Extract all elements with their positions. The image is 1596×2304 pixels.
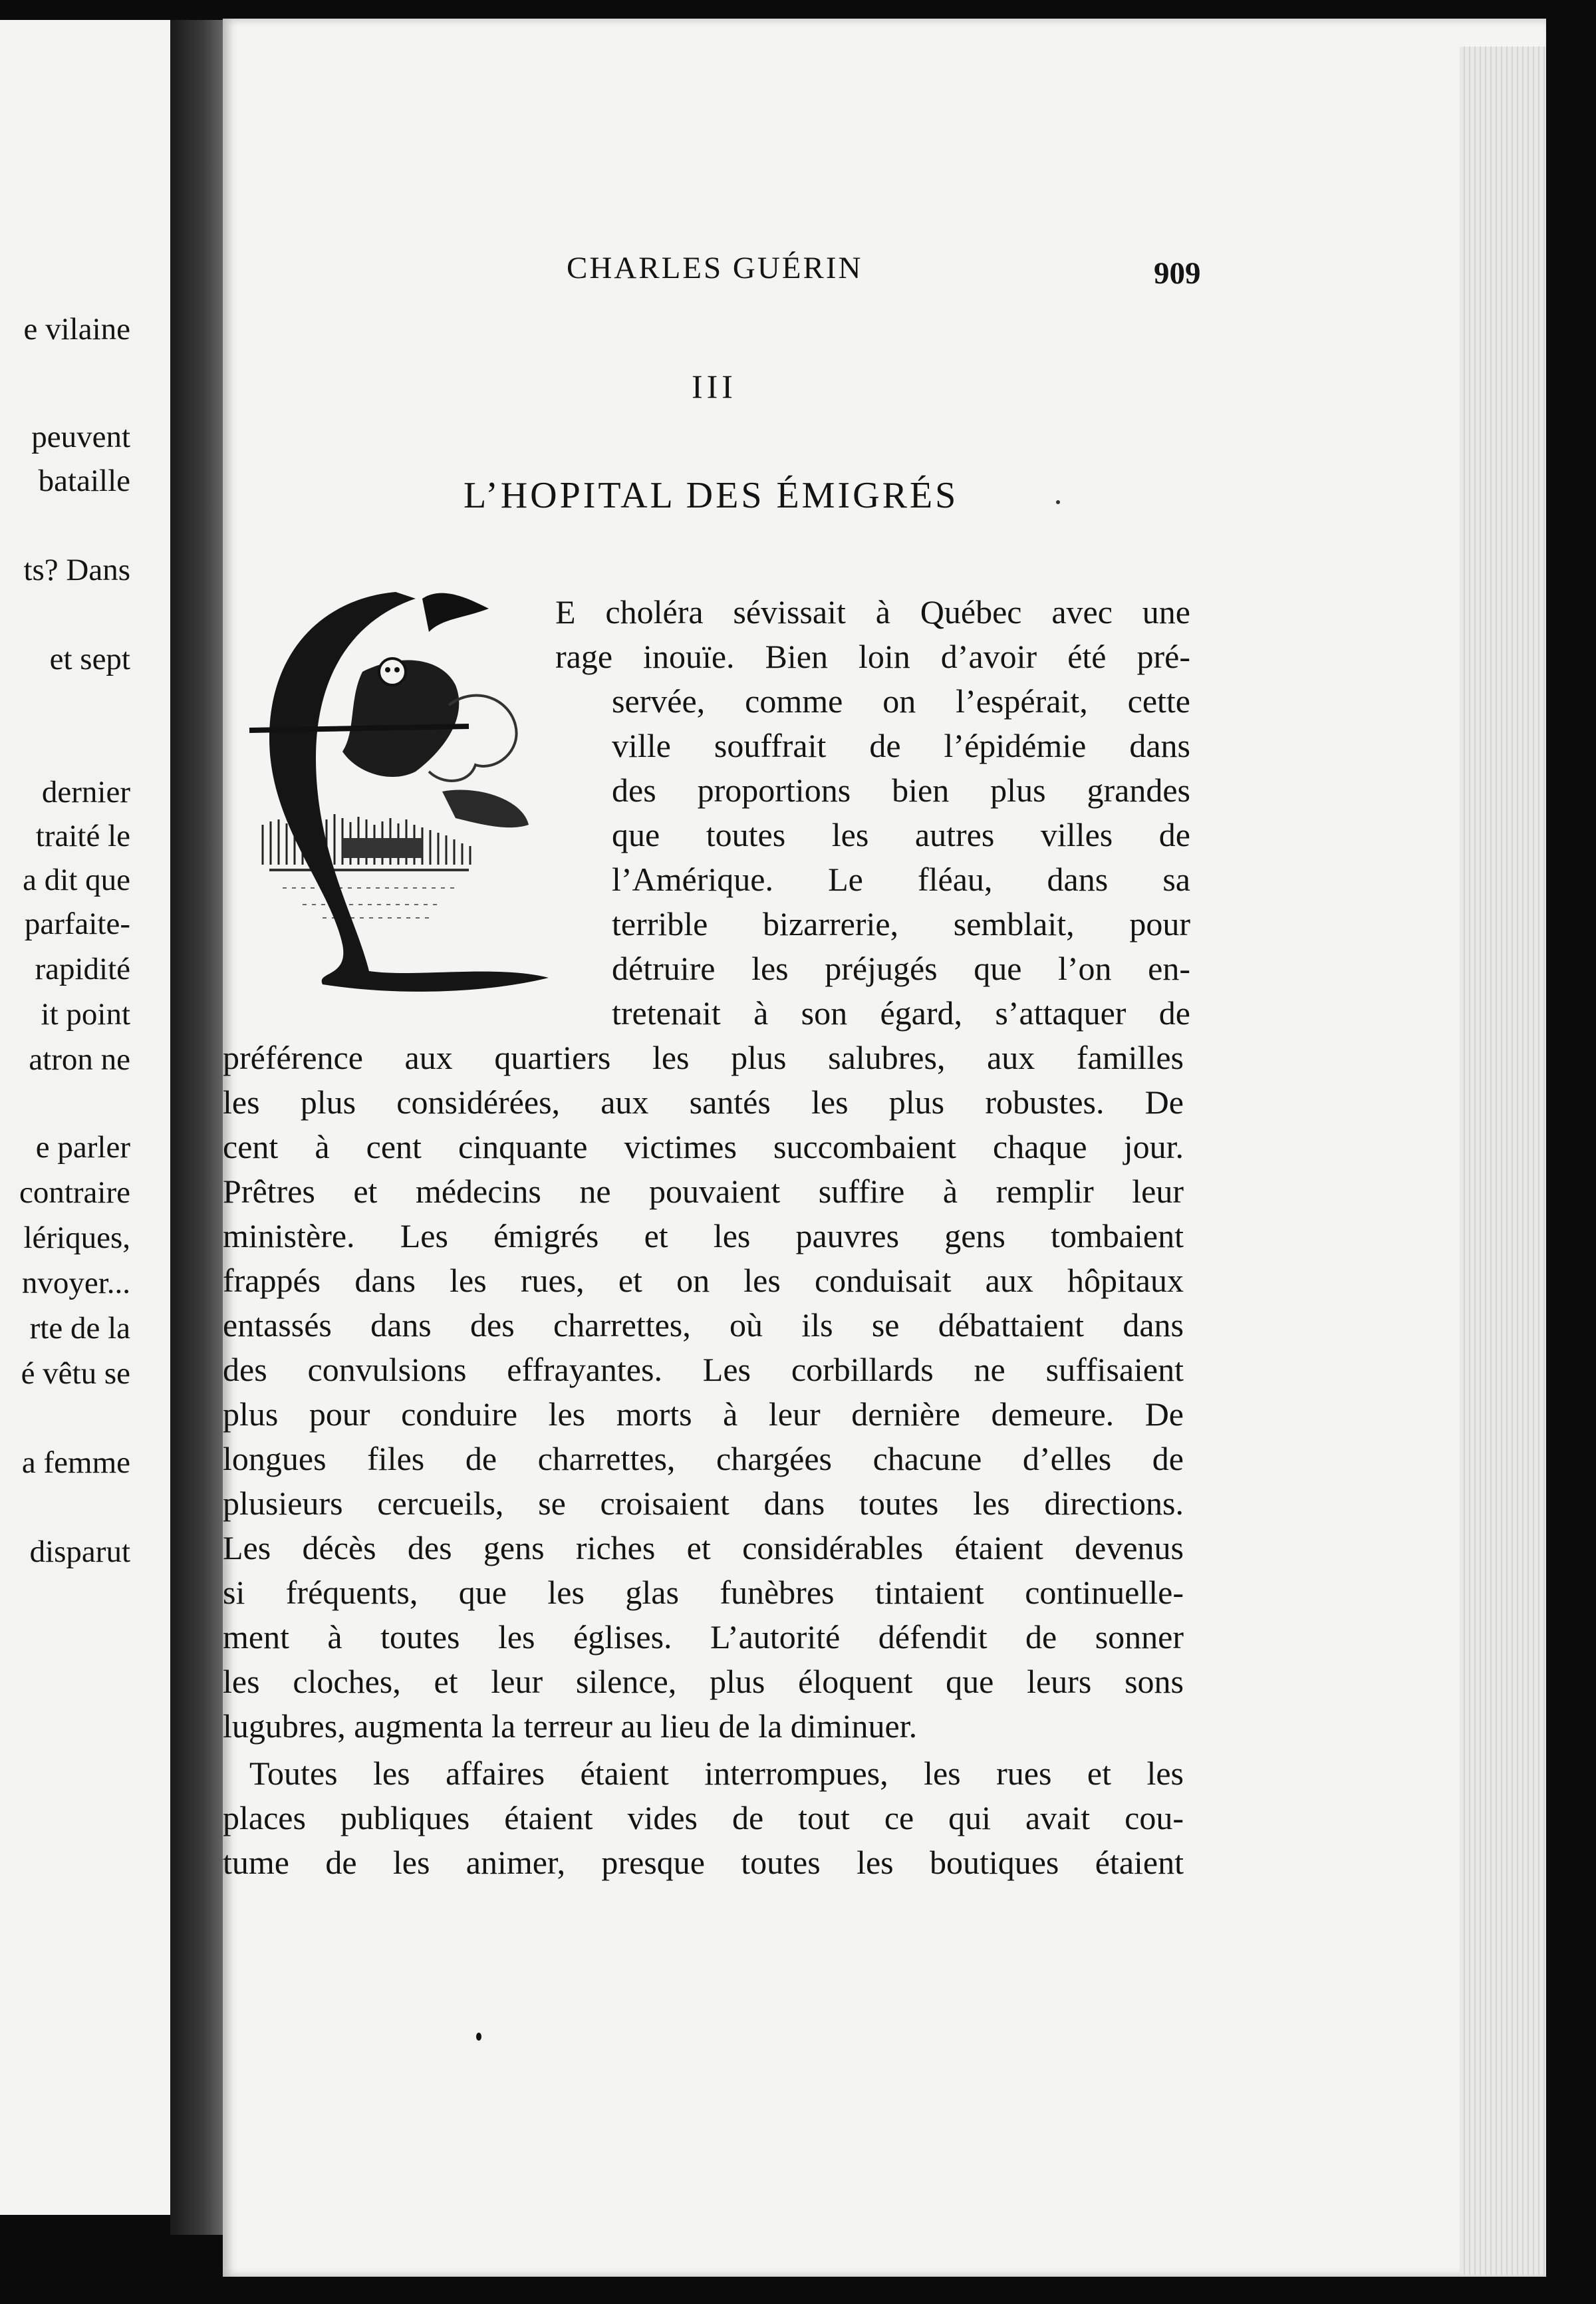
- body-line: places publiques étaient vides de tout ce qui avait cou-: [223, 1799, 1184, 1836]
- left-page-line: atron ne: [29, 1042, 130, 1077]
- body-line: Toutes les affaires étaient interrompues, les rues et les: [249, 1755, 1184, 1792]
- body-line: que toutes les autres villes de: [612, 816, 1190, 853]
- left-page-line: a dit que: [23, 863, 130, 897]
- body-line: préférence aux quartiers les plus salubres, aux familles: [223, 1039, 1184, 1076]
- body-line: Prêtres et médecins ne pouvaient suffire à remplir leur: [223, 1173, 1184, 1210]
- left-page-line: it point: [41, 997, 130, 1032]
- left-page-line: bataille: [38, 464, 130, 498]
- left-page-line: traité le: [35, 819, 130, 853]
- body-line: terrible bizarrerie, semblait, pour: [612, 905, 1190, 942]
- body-line: entassés dans des charrettes, où ils se débattaient dans: [223, 1306, 1184, 1344]
- body-line: les cloches, et leur silence, plus éloquent que leurs sons: [223, 1663, 1184, 1700]
- body-line: tretenait à son égard, s’attaquer de: [612, 994, 1190, 1032]
- body-line: cent à cent cinquante victimes succombaient chaque jour.: [223, 1128, 1184, 1165]
- left-page-line: dernier: [41, 775, 130, 809]
- death-with-scythe-over-city-icon: [243, 572, 562, 998]
- body-line: plusieurs cercueils, se croisaient dans toutes les directions.: [223, 1485, 1184, 1522]
- left-page-line: rte de la: [29, 1311, 130, 1346]
- ink-speck: [476, 2033, 481, 2041]
- left-page-line: contraire: [19, 1175, 130, 1210]
- left-page-line: disparut: [29, 1534, 130, 1569]
- ink-speck: [1056, 500, 1060, 504]
- page-edges: [1460, 47, 1546, 2275]
- body-line: les plus considérées, aux santés les plus robustes. De: [223, 1083, 1184, 1121]
- left-page-line: e vilaine: [23, 312, 130, 347]
- left-page-line: é vêtu se: [21, 1356, 130, 1391]
- running-title: CHARLES GUÉRIN: [567, 251, 863, 285]
- body-line: des convulsions effrayantes. Les corbillards ne suffisaient: [223, 1351, 1184, 1388]
- left-page-line: rapidité: [35, 952, 130, 986]
- body-line: rage inouïe. Bien loin d’avoir été pré-: [555, 638, 1190, 675]
- body-line: ville souffrait de l’épidémie dans: [612, 727, 1190, 764]
- left-page-line: a femme: [21, 1445, 130, 1480]
- body-line: ment à toutes les églises. L’autorité défendit de sonner: [223, 1618, 1184, 1656]
- body-line: si fréquents, que les glas funèbres tintaient continuelle-: [223, 1574, 1184, 1611]
- left-page-line: parfaite-: [24, 907, 130, 941]
- left-page-line: ts? Dans: [23, 553, 130, 587]
- body-line: frappés dans les rues, et on les conduisait aux hôpitaux: [223, 1262, 1184, 1299]
- left-page-line: lériques,: [23, 1221, 130, 1255]
- body-line: des proportions bien plus grandes: [612, 772, 1190, 809]
- body-line: lugubres, augmenta la terreur au lieu de la diminuer.: [223, 1707, 918, 1745]
- body-line: longues files de charrettes, chargées chacune d’elles de: [223, 1440, 1184, 1477]
- chapter-number: III: [692, 368, 737, 405]
- body-line: servée, comme on l’espérait, cette: [612, 682, 1190, 720]
- body-line: Les décès des gens riches et considérables étaient devenus: [223, 1529, 1184, 1566]
- page-number: 909: [1154, 256, 1201, 291]
- body-line: détruire les préjugés que l’on en-: [612, 950, 1190, 987]
- left-page-line: peuvent: [31, 420, 130, 454]
- chapter-title: L’HOPITAL DES ÉMIGRÉS: [464, 475, 959, 516]
- left-page-line: nvoyer...: [21, 1266, 130, 1300]
- body-line: E choléra sévissait à Québec avec une: [555, 593, 1190, 631]
- body-line: l’Amérique. Le fléau, dans sa: [612, 861, 1190, 898]
- left-page-line: et sept: [49, 642, 130, 676]
- body-line: tume de les animer, presque toutes les boutiques étaient: [223, 1844, 1184, 1881]
- body-line: plus pour conduire les morts à leur dernière demeure. De: [223, 1395, 1184, 1433]
- body-line: ministère. Les émigrés et les pauvres gens tombaient: [223, 1217, 1184, 1254]
- previous-page-fragment: [0, 20, 174, 2215]
- book-gutter: [170, 20, 223, 2235]
- left-page-line: e parler: [35, 1130, 130, 1165]
